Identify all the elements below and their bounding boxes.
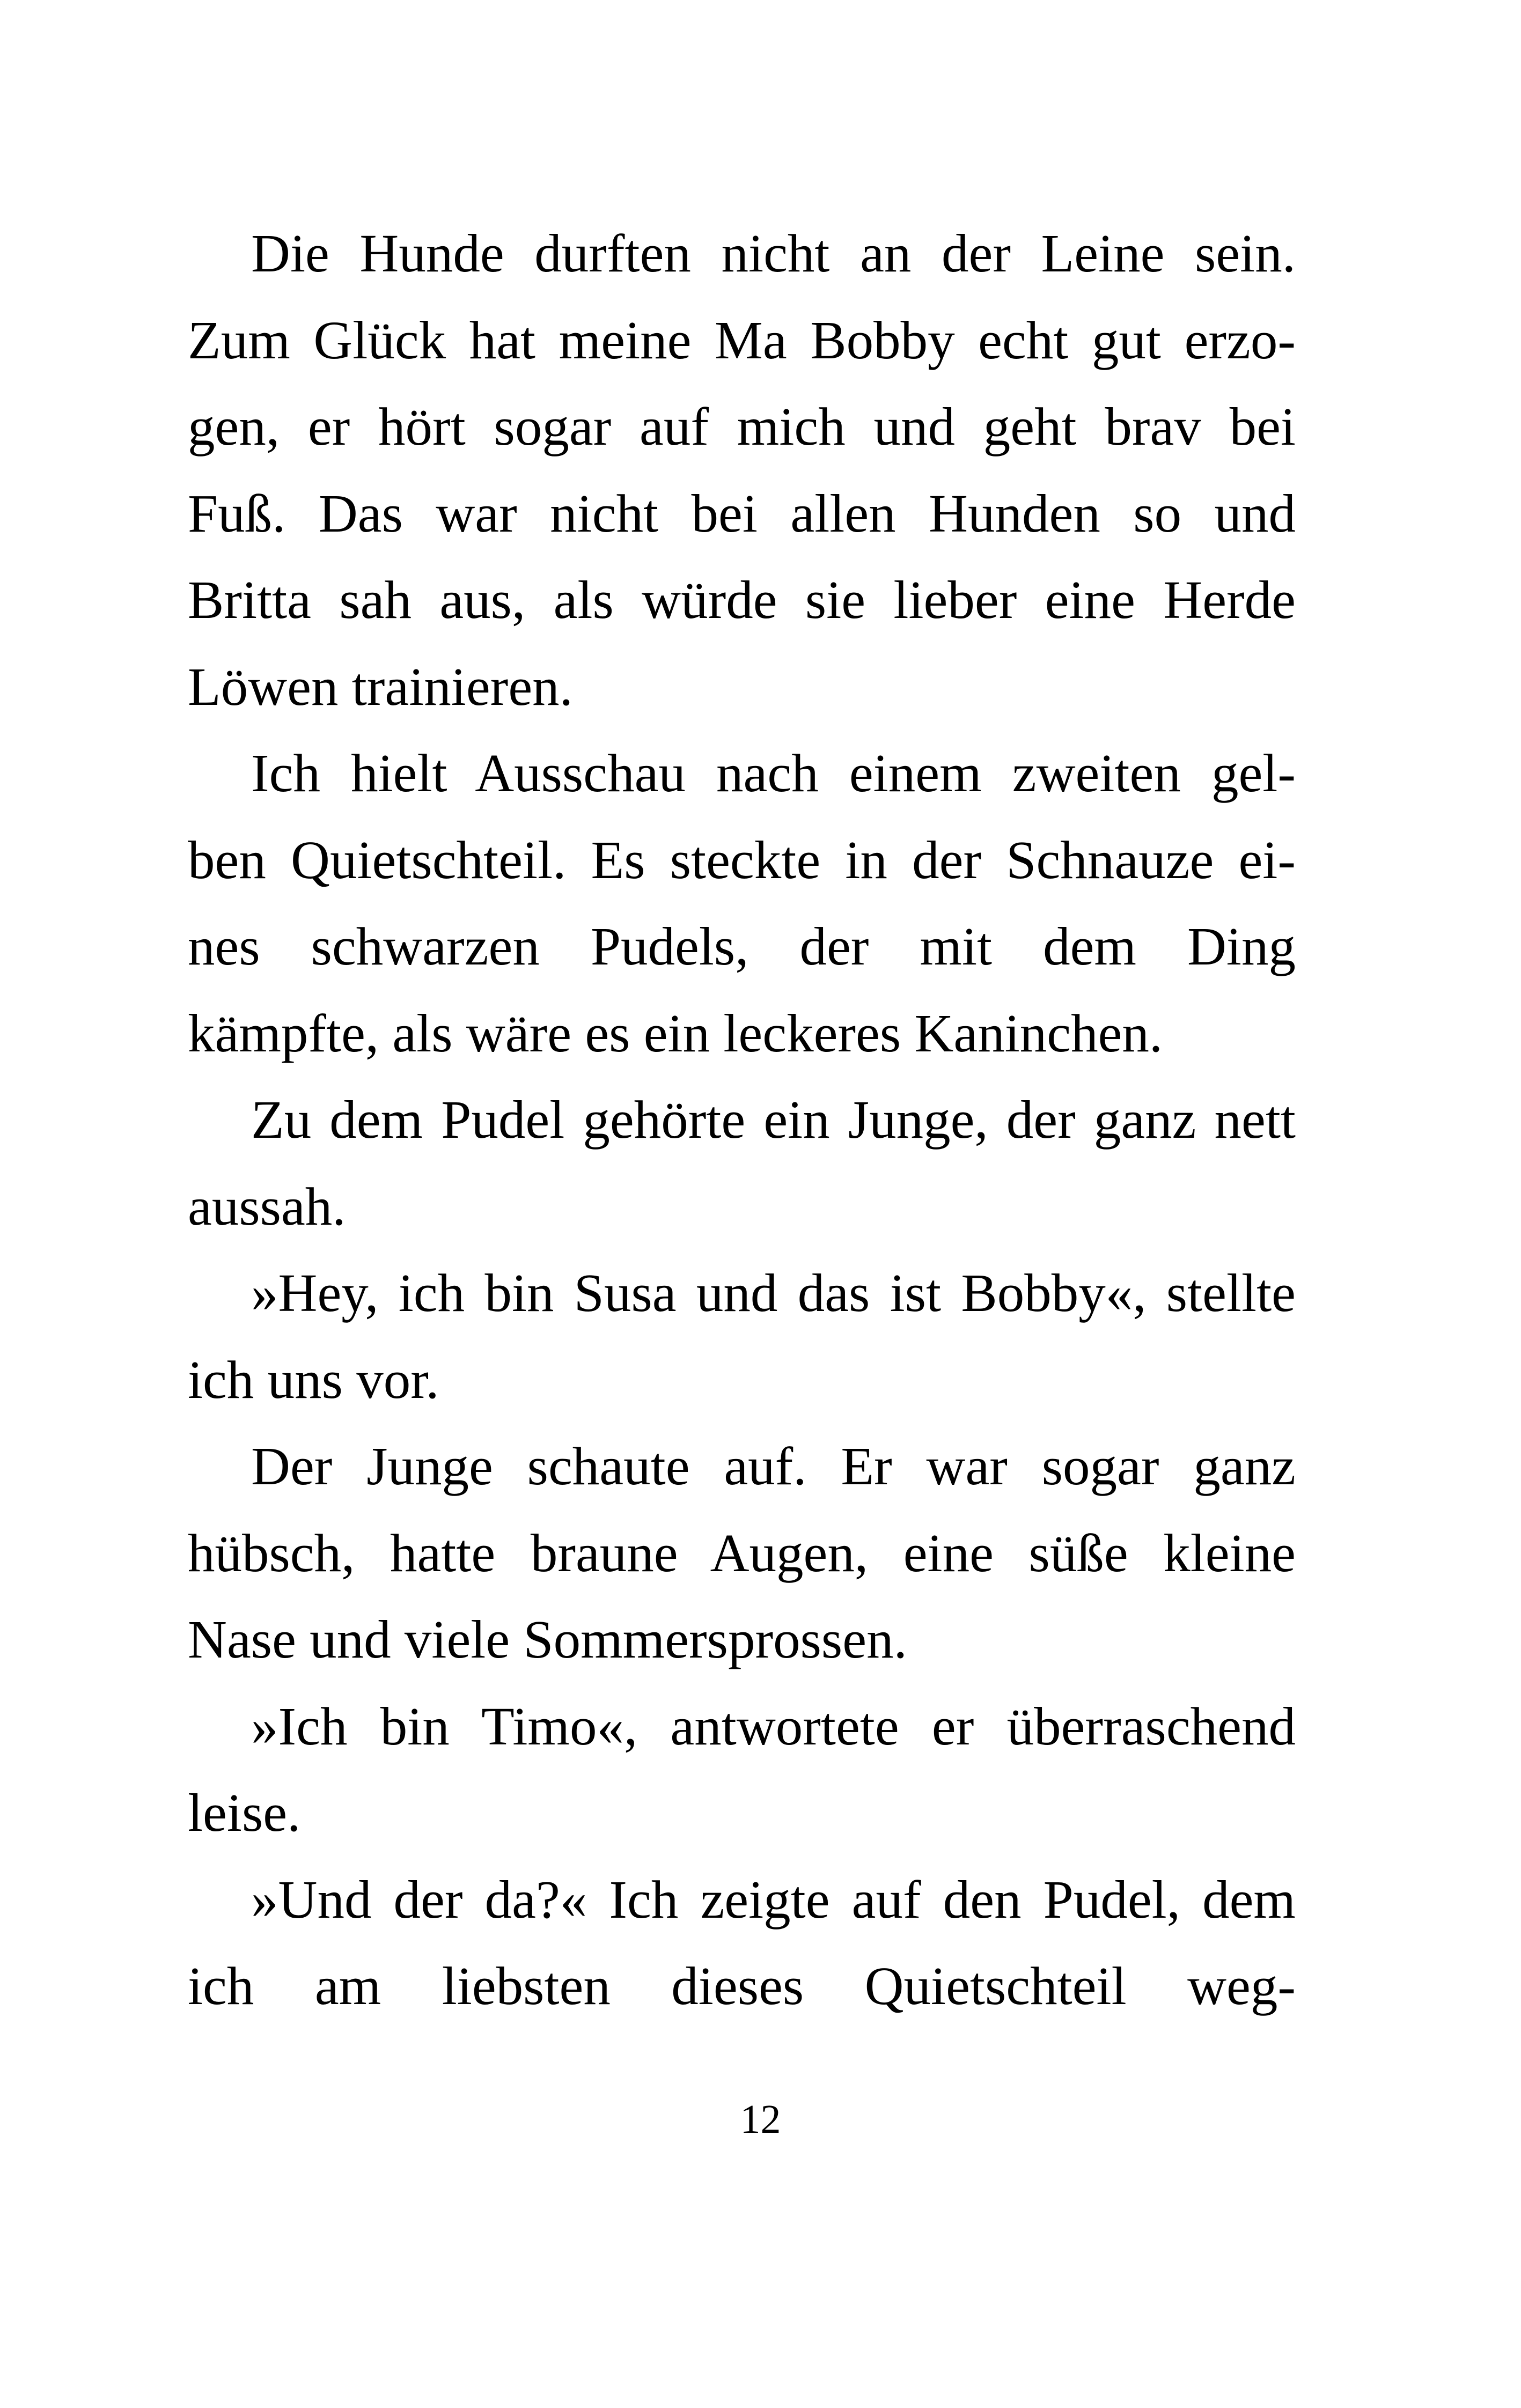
text-line: kämpfte, als wäre es ein leckeres Kaninchen. [188,1003,1163,1063]
text-line: Der Junge schaute auf. Er war sogar ganz [251,1436,1296,1496]
text-line: ich uns vor. [188,1349,439,1410]
text-line: Löwen trainieren. [188,656,573,717]
text-line: Zu dem Pudel gehörte ein Junge, der ganz nett [251,1089,1296,1150]
text-line: Ich hielt Ausschau nach einem zweiten gel- [251,743,1296,803]
text-line: ich am liebsten dieses Quietschteil weg- [188,1956,1296,2016]
text-line: hübsch, hatte braune Augen, eine süße kleine [188,1522,1296,1583]
text-line: Nase und viele Sommersprossen. [188,1609,907,1669]
text-line: aussah. [188,1176,346,1236]
text-line: »Hey, ich bin Susa und das ist Bobby«, stellte [251,1263,1296,1323]
text-line: Fuß. Das war nicht bei allen Hunden so und [188,483,1296,543]
text-line: »Ich bin Timo«, antwortete er überraschend [251,1696,1296,1756]
text-line: Britta sah aus, als würde sie lieber eine Herde [188,570,1296,630]
text-line: gen, er hört sogar auf mich und geht brav bei [188,396,1296,456]
page-number: 12 [740,2097,781,2142]
text-line: nes schwarzen Pudels, der mit dem Ding [188,916,1296,976]
text-line: ben Quietschteil. Es steckte in der Schnauze ei- [188,829,1296,890]
text-line: leise. [188,1783,301,1843]
text-line: Die Hunde durften nicht an der Leine sein. [251,223,1296,283]
text-line: Zum Glück hat meine Ma Bobby echt gut erzo- [188,310,1296,370]
body-text [188,210,1296,2030]
text-line: »Und der da?« Ich zeigte auf den Pudel, dem [251,1869,1296,1930]
